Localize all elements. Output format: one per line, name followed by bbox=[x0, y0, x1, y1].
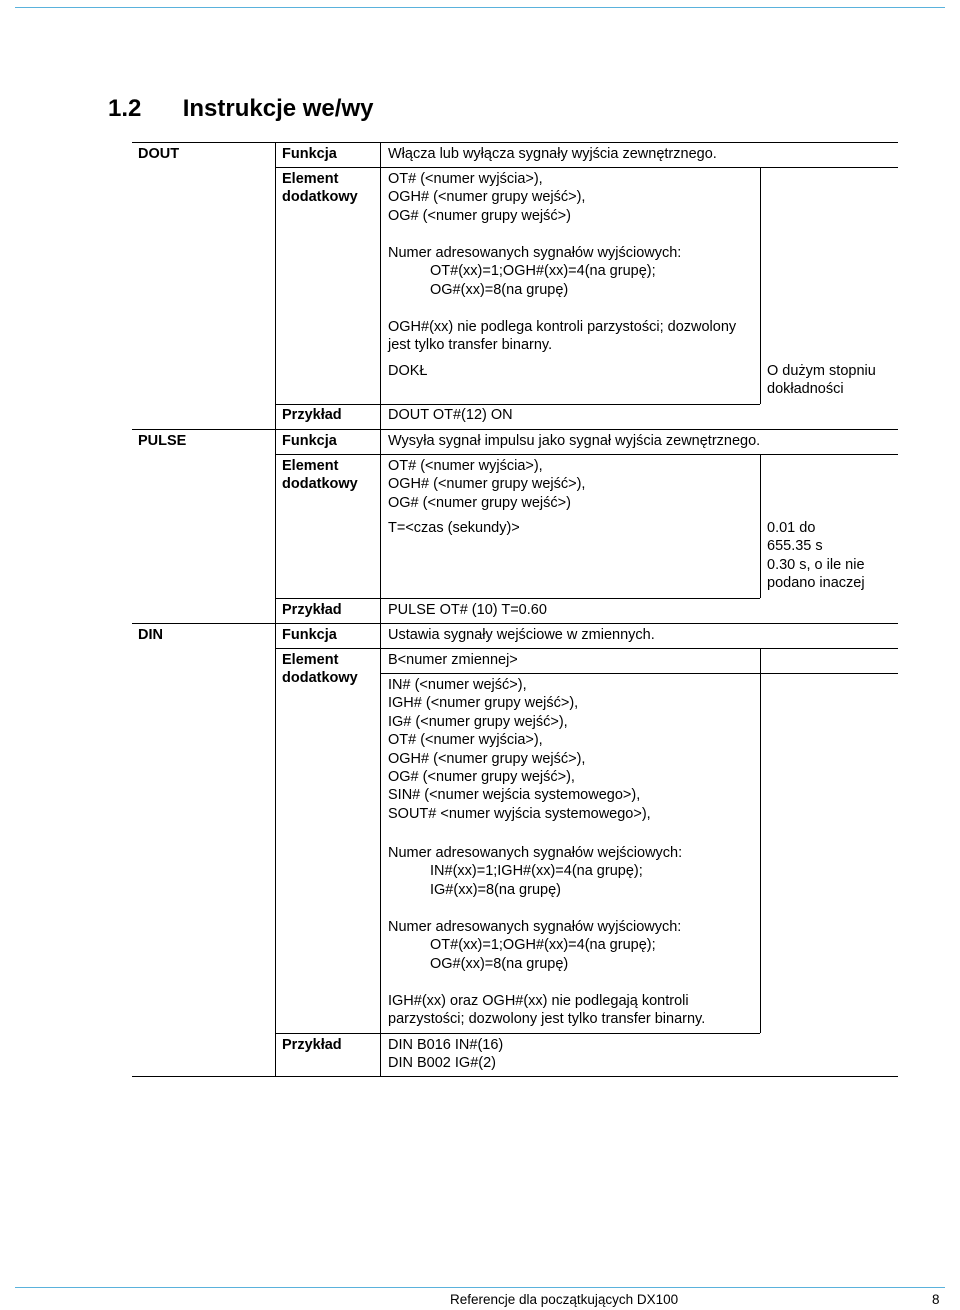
table-top-border bbox=[132, 142, 898, 143]
element-list bbox=[388, 676, 651, 823]
dokl-note-line: O dużym stopniu bbox=[767, 363, 876, 379]
funkcja-label: Funkcja bbox=[282, 433, 337, 449]
element-list bbox=[388, 170, 585, 225]
row-divider bbox=[132, 429, 898, 430]
element-line: OT# (<numer wyjścia>), bbox=[388, 171, 543, 187]
dokl-note bbox=[767, 362, 876, 399]
element-line: OGH# (<numer grupy wejść>), bbox=[388, 750, 586, 767]
przyklad-label: Przykład bbox=[282, 602, 342, 618]
page-number: 8 bbox=[932, 1292, 940, 1307]
variable-param: B<numer zmiennej> bbox=[388, 652, 518, 668]
instruction-name: DOUT bbox=[138, 146, 180, 162]
table-bottom-border bbox=[132, 1076, 898, 1077]
element-line: OT# (<numer wyjścia>), bbox=[388, 732, 543, 749]
note-title: Numer adresowanych sygnałów wyjściowych: bbox=[388, 919, 682, 935]
funkcja-label: Funkcja bbox=[282, 146, 337, 162]
funkcja-label: Funkcja bbox=[282, 627, 337, 643]
footer-rule bbox=[15, 1287, 945, 1288]
przyklad-line: DIN B016 IN#(16) bbox=[388, 1037, 504, 1053]
element-line: IN# (<numer wejść>), bbox=[388, 677, 527, 693]
przyklad-line: DIN B002 IG#(2) bbox=[388, 1055, 496, 1072]
column-divider bbox=[760, 454, 761, 598]
przyklad-text: DOUT OT#(12) ON bbox=[388, 407, 513, 423]
row-divider bbox=[132, 623, 898, 624]
note-block bbox=[388, 844, 682, 899]
note-line: IN#(xx)=1;IGH#(xx)=4(na grupę); bbox=[430, 863, 643, 880]
section-title bbox=[108, 95, 373, 123]
column-divider bbox=[380, 142, 381, 1076]
note-line: OG#(xx)=8(na grupę) bbox=[430, 955, 569, 972]
row-divider bbox=[275, 648, 898, 649]
instruction-name: PULSE bbox=[138, 433, 187, 449]
element-label bbox=[282, 651, 358, 688]
przyklad-label: Przykład bbox=[282, 1037, 342, 1053]
row-divider bbox=[380, 673, 898, 674]
section-title-text: Instrukcje we/wy bbox=[182, 95, 374, 122]
funkcja-text: Wysyła sygnał impulsu jako sygnał wyjścia zewnętrznego. bbox=[388, 433, 761, 449]
time-note-line: 0.30 s, o ile nie bbox=[767, 556, 865, 573]
element-label-line: dodatkowy bbox=[282, 670, 358, 687]
time-param: T=<czas (sekundy)> bbox=[388, 520, 520, 536]
element-label-line: Element bbox=[282, 171, 339, 187]
note-block bbox=[388, 918, 681, 973]
note-line: jest tylko transfer binarny. bbox=[388, 337, 553, 354]
row-divider bbox=[275, 598, 760, 599]
column-divider bbox=[760, 648, 761, 1033]
note-line: OT#(xx)=1;OGH#(xx)=4(na grupę); bbox=[430, 263, 656, 280]
note-block bbox=[388, 992, 705, 1029]
note-line: IG#(xx)=8(na grupę) bbox=[430, 881, 561, 898]
element-label-line: dodatkowy bbox=[282, 476, 358, 493]
row-divider bbox=[275, 454, 898, 455]
section-number: 1.2 bbox=[108, 95, 142, 122]
dokl-label: DOKŁ bbox=[388, 363, 428, 379]
element-line: OG# (<numer grupy wejść>) bbox=[388, 207, 571, 224]
note-line: OT#(xx)=1;OGH#(xx)=4(na grupę); bbox=[430, 937, 656, 954]
element-label bbox=[282, 457, 358, 494]
row-divider bbox=[275, 167, 898, 168]
funkcja-text: Włącza lub wyłącza sygnały wyjścia zewnętrznego. bbox=[388, 146, 717, 162]
note-line: parzystości; dozwolony jest tylko transfer binarny. bbox=[388, 1011, 706, 1028]
header-rule bbox=[15, 7, 945, 8]
element-label-line: dodatkowy bbox=[282, 189, 358, 206]
dokl-note-line: dokładności bbox=[767, 381, 844, 398]
note-line: OG#(xx)=8(na grupę) bbox=[430, 281, 569, 298]
time-note-line: podano inaczej bbox=[767, 575, 865, 592]
element-label-line: Element bbox=[282, 458, 339, 474]
element-list bbox=[388, 457, 585, 512]
element-line: OGH# (<numer grupy wejść>), bbox=[388, 189, 586, 206]
row-divider bbox=[275, 1033, 760, 1034]
column-divider bbox=[275, 142, 276, 1076]
note-title: Numer adresowanych sygnałów wyjściowych: bbox=[388, 245, 682, 261]
element-line: SOUT# <numer wyjścia systemowego>), bbox=[388, 805, 651, 822]
przyklad-text bbox=[388, 1036, 503, 1073]
row-divider bbox=[275, 404, 760, 405]
element-label bbox=[282, 170, 358, 207]
time-note bbox=[767, 519, 865, 593]
note-block bbox=[388, 244, 681, 299]
instruction-name: DIN bbox=[138, 627, 163, 643]
element-line: IG# (<numer grupy wejść>), bbox=[388, 713, 568, 730]
note-line: OGH#(xx) nie podlega kontroli parzystości; dozwolony bbox=[388, 319, 737, 335]
footer-text: Referencje dla początkujących DX100 bbox=[450, 1292, 679, 1307]
time-note-line: 0.01 do bbox=[767, 520, 816, 536]
element-line: SIN# (<numer wejścia systemowego>), bbox=[388, 787, 641, 804]
przyklad-label: Przykład bbox=[282, 407, 342, 423]
element-line: OG# (<numer grupy wejść>) bbox=[388, 494, 571, 511]
przyklad-text: PULSE OT# (10) T=0.60 bbox=[388, 602, 547, 618]
element-label-line: Element bbox=[282, 652, 339, 668]
note-title: Numer adresowanych sygnałów wejściowych: bbox=[388, 845, 683, 861]
element-line: OG# (<numer grupy wejść>), bbox=[388, 769, 575, 786]
funkcja-text: Ustawia sygnały wejściowe w zmiennych. bbox=[388, 627, 655, 643]
element-line: OT# (<numer wyjścia>), bbox=[388, 458, 543, 474]
element-line: OGH# (<numer grupy wejść>), bbox=[388, 476, 586, 493]
time-note-line: 655.35 s bbox=[767, 538, 823, 555]
element-line: IGH# (<numer grupy wejść>), bbox=[388, 695, 579, 712]
column-divider bbox=[760, 167, 761, 404]
note-line: IGH#(xx) oraz OGH#(xx) nie podlegają kontroli bbox=[388, 993, 689, 1009]
note-block bbox=[388, 318, 736, 355]
